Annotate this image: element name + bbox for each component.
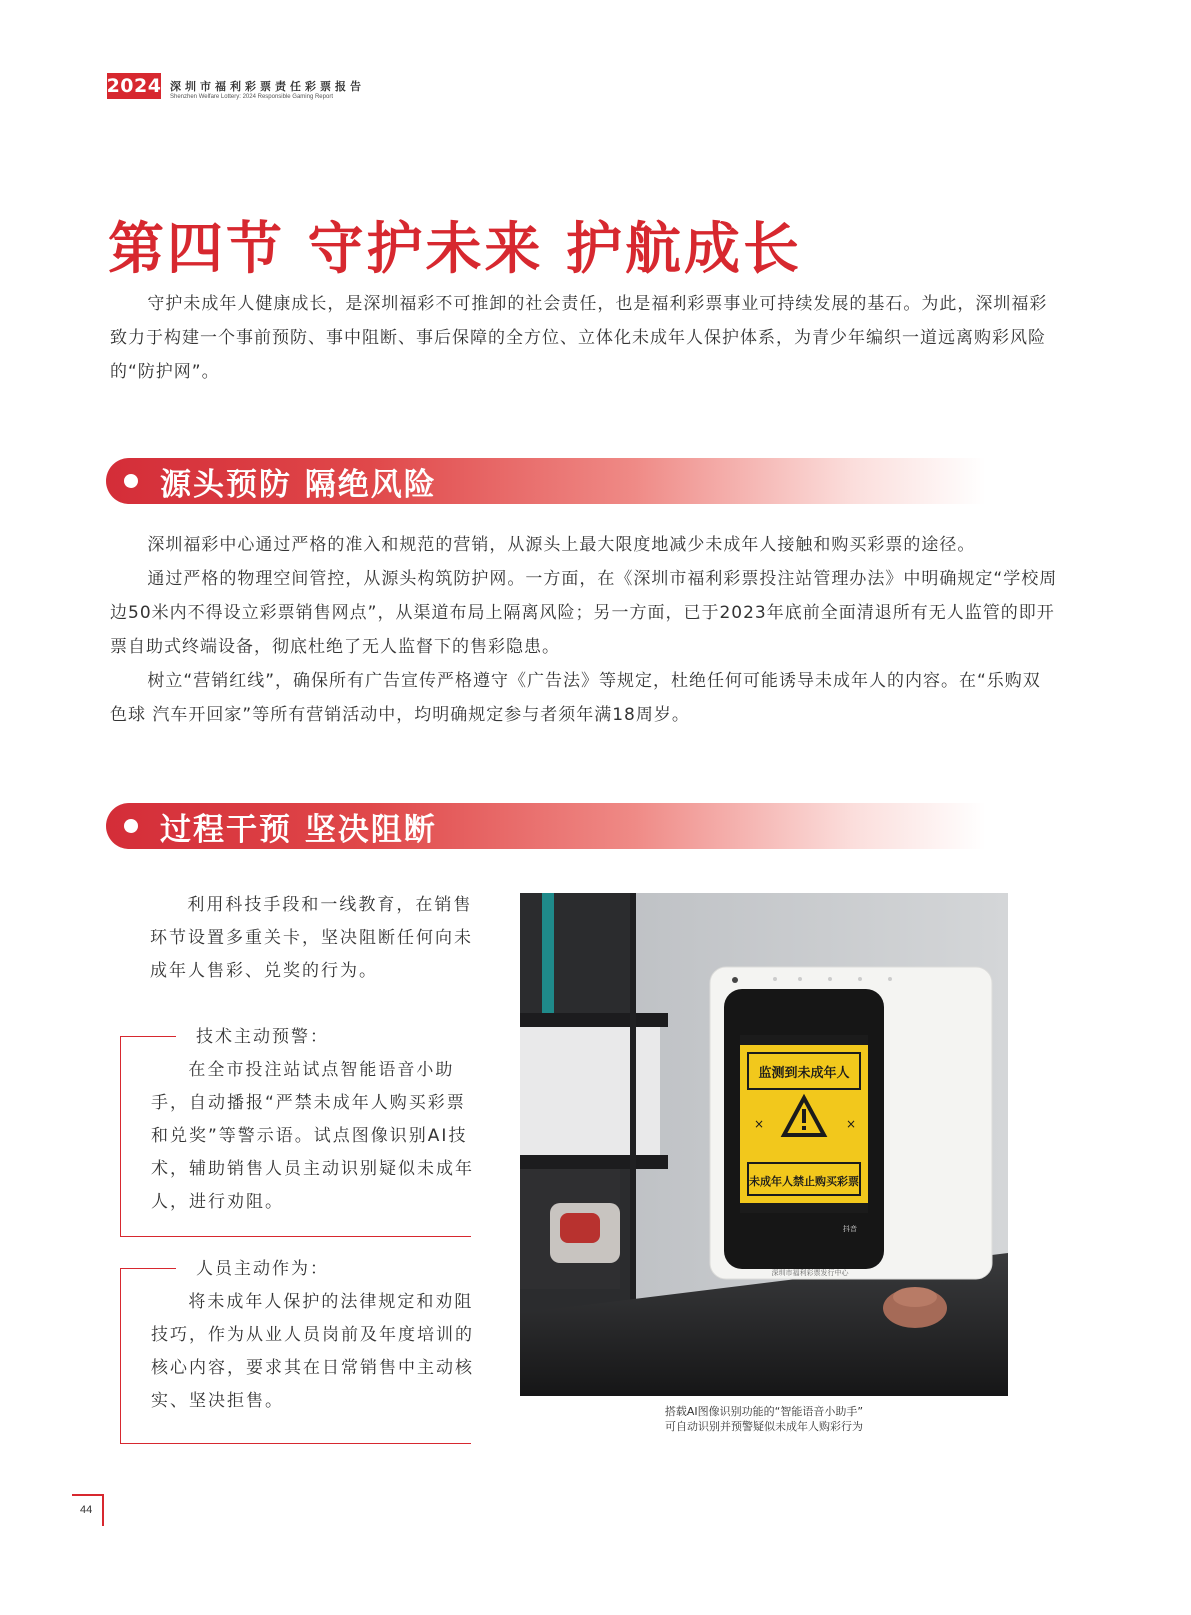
part1-body	[110, 528, 1058, 732]
section-title: 第四节 守护未来 护航成长	[108, 217, 802, 282]
report-title-en: Shenzhen Welfare Lottery: 2024 Responsible Gaming Report	[170, 94, 333, 100]
page-number: 44	[80, 1504, 93, 1516]
part1-paragraph: 树立“营销红线”，确保所有广告宣传严格遵守《广告法》等规定，杜绝任何可能诱导未成年人的内容。在“乐购双色球 汽车开回家”等所有营销活动中，均明确规定参与者须年满18周岁。	[110, 671, 1041, 725]
year-badge: 2024	[106, 75, 162, 97]
tech-warning-heading: 技术主动预警：	[196, 1027, 329, 1047]
part2-lead: 利用科技手段和一线教育，在销售环节设置多重关卡，坚决阻断任何向未成年人售彩、兑奖的行为。	[150, 895, 473, 981]
screen-badge-text: 抖音	[843, 1225, 857, 1233]
device-brand-text: 深圳市福利彩票发行中心	[771, 1269, 849, 1277]
staff-action-heading: 人员主动作为：	[196, 1259, 329, 1279]
screen-top-text: 监测到未成年人	[758, 1066, 850, 1081]
part2-banner	[106, 803, 986, 849]
staff-action-box	[120, 1259, 474, 1444]
part1-paragraph: 通过严格的物理空间管控，从源头构筑防护网。一方面，在《深圳市福利彩票投注站管理办法》中明确规定“学校周边50米内不得设立彩票销售网点”，从渠道布局上隔离风险；另一方面，已于2023年底前全面清退所有无人监管的即开票自助式终端设备，彻底杜绝了无人监督下的售彩隐患。	[110, 569, 1058, 657]
svg-text:×: ×	[846, 1117, 857, 1131]
tech-warning-text: 在全市投注站试点智能语音小助手，自动播报“严禁未成年人购买彩票和兑奖”等警示语。试点图像识别AI技术，辅助销售人员主动识别疑似未成年人，进行劝阻。	[151, 1060, 474, 1212]
caption-line2: 可自动识别并预警疑似未成年人购彩行为	[665, 1420, 863, 1433]
bullet-dot-icon	[124, 474, 138, 488]
part1-title: 源头预防 隔绝风险	[160, 466, 437, 503]
part1-banner	[106, 458, 986, 504]
part2-title: 过程干预 坚决阻断	[160, 811, 437, 848]
caption-line1: 搭载AI图像识别功能的“智能语音小助手”	[664, 1405, 864, 1418]
part1-paragraph: 深圳福彩中心通过严格的准入和规范的营销，从源头上最大限度地减少未成年人接触和购买彩票的途径。	[147, 535, 976, 555]
svg-text:×: ×	[754, 1117, 765, 1131]
staff-action-text: 将未成年人保护的法律规定和劝阻技巧，作为从业人员岗前及年度培训的核心内容，要求其在日常销售中主动核实、坚决拒售。	[151, 1292, 474, 1411]
tech-warning-box	[120, 1027, 474, 1237]
bullet-dot-icon	[124, 819, 138, 833]
screen-bottom-text: 未成年人禁止购买彩票	[749, 1175, 859, 1188]
ai-assistant-photo	[520, 893, 1008, 1396]
intro-paragraph: 守护未成年人健康成长，是深圳福彩不可推卸的社会责任，也是福利彩票事业可持续发展的基石。为此，深圳福彩致力于构建一个事前预防、事中阻断、事后保障的全方位、立体化未成年人保护体系，为青少年编织一道远离购彩风险的“防护网”。	[110, 294, 1048, 382]
photo-caption	[520, 1404, 1008, 1434]
report-title-cn: 深圳市福利彩票责任彩票报告	[170, 80, 365, 93]
